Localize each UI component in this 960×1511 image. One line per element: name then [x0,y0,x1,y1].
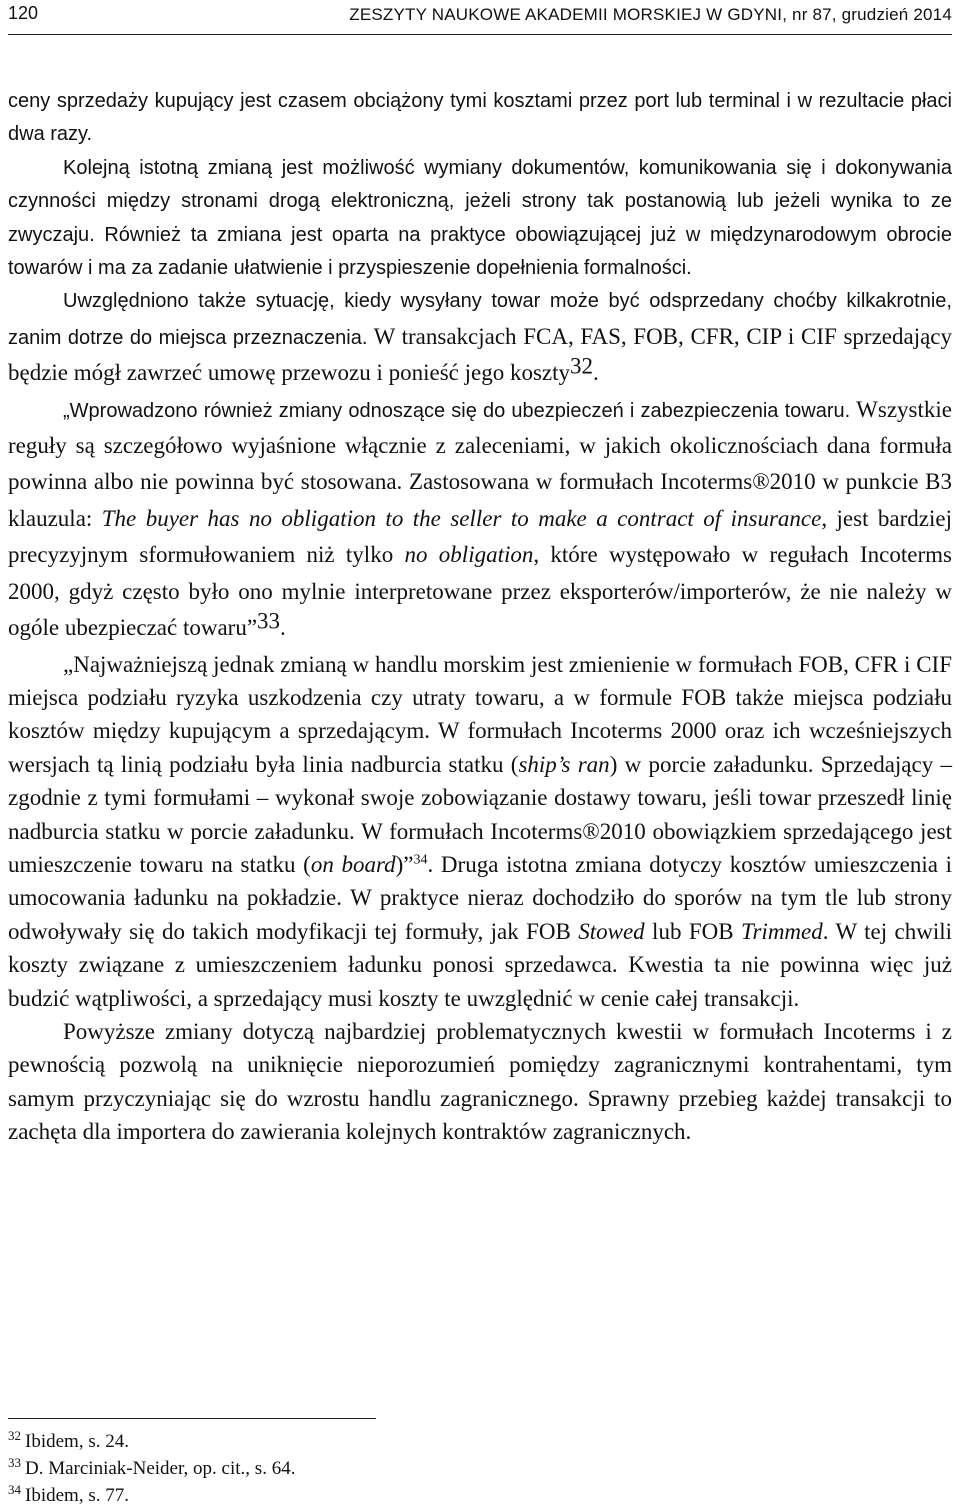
paragraph-text: ceny sprzedaży kupujący jest czasem obciążony tymi kosztami przez port lub terminal i w rezultacie płaci dwa razy. [8,90,952,146]
footnote-ref: 32 [570,353,594,379]
footnote [8,1482,295,1509]
italic-phrase: on board [310,851,396,877]
paragraph-text: , które występowało w regułach Incoterms 2000, gdyż często było ono mylnie interpretowane przez eksporterów/importerów, że nie należy w ogóle ubezpieczać towaru” [8,542,952,641]
footnote-number: 32 [8,1427,21,1443]
paragraph-text: . [280,615,286,641]
footnote-ref: 34 [413,852,428,868]
italic-phrase: Stowed [578,918,645,944]
footnotes [8,1428,295,1509]
footnote-ref: 33 [257,608,281,634]
paragraph-text: . [593,360,599,386]
body-text [8,85,952,1149]
footnote-number: 34 [8,1481,21,1497]
italic-phrase: The buyer has no obligation to the seller to make a contract of insurance [101,505,822,531]
paragraph-text: , jest bardziej precyzyjnym sformułowaniem niż tylko [8,505,952,568]
paragraph-4 [8,393,952,648]
paragraph-1 [8,85,952,152]
paragraph-text: lub FOB [644,918,741,944]
paragraph-3 [8,285,952,392]
journal-title: ZESZYTY NAUKOWE AKADEMII MORSKIEJ W GDYNI, nr 87, grudzień 2014 [349,5,952,24]
paragraph-text: Wszystkie reguły są szczegółowo wyjaśnione włącznie z zaleceniami, w jakich okolicznościach dana formuła powinna albo nie powinna być stosowana. Zastosowana w formułach Incoterms®2010 w punkcie B3 klauzula: [8,396,952,531]
page-number: 120 [8,3,39,23]
paragraph-text: Kolejną istotną zmianą jest możliwość wymiany dokumentów, komunikowania się i dokonywania czynności między stronami drogą elektroniczną, jeżeli strony tak postanowią lub jeżeli wynika to ze zwyczaju. Również ta zmiana jest oparta na praktyce obowiązującej już w międzynarodowym obrocie towarów i ma za zadanie ułatwienie i przyspieszenie dopełnienia formalności. [8,156,952,280]
running-header [8,0,952,35]
paragraph-text: )” [395,851,414,877]
paragraph-2 [8,152,952,286]
italic-phrase: ship’s ran [518,751,610,777]
paragraph-6 [8,1015,952,1149]
paragraph-text: „Najważniejszą jednak zmianą w handlu morskim jest zmienienie w formułach FOB, CFR i CIF miejsca podziału ryzyka uszkodzenia czy utraty towaru, a w formule FOB także miejsca podziału kosztów między kupującym a sprzedającym. W formułach Incoterms 2000 oraz ich wcześniejszych wersjach tą linią podziału była linia nadburcia statku ( [8,651,952,777]
italic-phrase: Trimmed [740,918,823,944]
paragraph-text: Powyższe zmiany dotyczą najbardziej problematycznych kwestii w formułach Incoterms i z pewnością pozwolą na uniknięcie nieporozumień pomiędzy zagranicznymi kontrahentami, tym samym przyczyniając się do wzrostu handlu zagranicznego. Sprawny przebieg każdej transakcji to zachęta dla importera do zawierania kolejnych kontraktów zagranicznych. [8,1018,952,1145]
paragraph-text: W transakcjach FCA, FAS, FOB, CFR, CIP i CIF sprzedający będzie mógł zawrzeć umowę przewozu i ponieść jego koszty [8,323,952,386]
footnote-text: D. Marciniak-Neider, op. cit., s. 64. [25,1458,296,1479]
paragraph-text: . Druga istotna zmiana dotyczy kosztów umieszczenia i umocowania ładunku na pokładzie. W praktyce nieraz dochodziło do sporów na tym tle lub strony odwoływały się do takich modyfikacji tej formuły, jak FOB [8,851,952,944]
footnote-number: 33 [8,1454,21,1470]
footnote-text: Ibidem, s. 77. [25,1485,129,1506]
italic-phrase: no obligation [404,542,534,568]
footnote [8,1455,295,1482]
paragraph-5 [8,648,952,1015]
paragraph-text: Uwzględniono także sytuację, kiedy wysyłany towar może być odsprzedany choćby kilkakrotnie, zanim dotrze do miejsca przeznaczenia. [8,290,952,349]
paragraph-text: „Wprowadzono również zmiany odnoszące się do ubezpieczeń i zabezpieczenia towaru. [63,399,851,422]
footnote-divider [8,1418,376,1419]
paragraph-text: ) w porcie załadunku. Sprzedający – zgodnie z tymi formułami – wykonał swoje zobowiązanie dostawy towaru, jeśli towar przeszedł linię nadburcia statku w porcie załadunku. W formułach Incoterms®2010 obowiązkiem sprzedającego jest umieszczenie towaru na statku ( [8,751,953,877]
paragraph-text: . W tej chwili koszty związane z umieszczeniem ładunku ponosi sprzedawca. Kwestia ta nie powinna więc już budzić wątpliwości, a sprzedający musi koszty te uwzględnić w cenie całej transakcji. [8,918,952,1011]
footnote [8,1428,295,1455]
footnote-text: Ibidem, s. 24. [25,1431,129,1452]
